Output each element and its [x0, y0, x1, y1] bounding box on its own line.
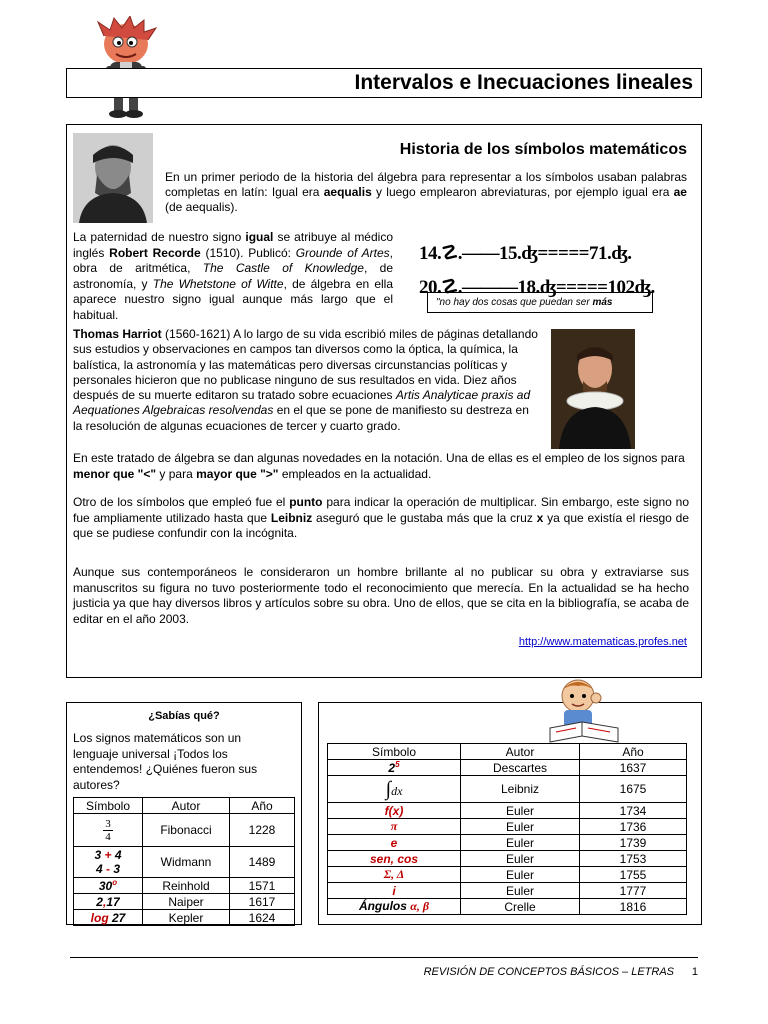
- contemporaneos-paragraph: Aunque sus contemporáneos le consideraron un hombre brillante al no publicar su obra y extraviarse sus manuscritos su figura no tuvo posteriormente todo el reconocimiento que merecía. En la actualidad se ha hecho justicia ya que hay diversos libros y artículos sobre su obra. Uno de ellos, que se cita en la bibliografía, se acaba de editar en el año 2003.: [73, 565, 689, 626]
- portrait-thomas-harriot: [551, 329, 635, 449]
- table-row: e Euler 1739: [328, 835, 687, 851]
- studying-child-illustration: [548, 676, 620, 744]
- history-title: Historia de los símbolos matemáticos: [399, 141, 687, 158]
- footer-text: REVISIÓN DE CONCEPTOS BÁSICOS – LETRAS: [423, 966, 674, 978]
- tratado-paragraph: En este tratado de álgebra se dan algunas novedades en la notación. Una de ellas es el empleo de los signos para menor que "<" y para mayor que ">" empleados en la actualidad.: [73, 451, 685, 481]
- table-row: 30$^o$ Reinhold 1571: [74, 878, 295, 894]
- matematicas-link[interactable]: http://www.matematicas.profes.net: [518, 636, 687, 648]
- table-row: Σ, Δ Euler 1755: [328, 867, 687, 883]
- quote-box: "no hay dos cosas que puedan ser más: [427, 292, 653, 313]
- page-title: Intervalos e Inecuaciones lineales: [354, 71, 693, 94]
- table-row: 2,17 Naiper 1617: [74, 894, 295, 910]
- manuscript-line-2: 20.☡.———18.ʤ=====102ʤ.: [419, 277, 655, 298]
- table-row: ∫dx Leibniz 1675: [328, 776, 687, 803]
- fraction-numerator: 3: [103, 818, 113, 831]
- manuscript-line-1: 14.☡.——15.ʤ=====71.ʤ.: [419, 243, 632, 264]
- intro-paragraph: En un primer periodo de la historia del álgebra para representar a los símbolos usaban palabras completas en latín: Igual era aequalis y luego emplearon abreviaturas, por ejemplo igual era ae (de aequalis).: [165, 170, 687, 214]
- punto-paragraph: Otro de los símbolos que empleó fue el punto para indicar la operación de multiplicar. Sin embargo, este signo no fue ampliamente utilizado hasta que Leibniz aseguró que le gustaba más que la cruz x ya que existía el riesgo de que se pudiese confundir con la incógnita.: [73, 495, 689, 540]
- symbols-box: [318, 702, 702, 925]
- history-section: [66, 124, 702, 678]
- table-header-row: Símbolo Autor Año: [328, 744, 687, 760]
- symbols-author-table: [327, 743, 687, 915]
- table-header-row: Símbolo Autor Año: [74, 798, 295, 814]
- table-row: sen, cos Euler 1753: [328, 851, 687, 867]
- table-row: Ángulos α, β Crelle 1816: [328, 899, 687, 915]
- portrait-robert-recorde: [73, 133, 153, 223]
- recorde-paragraph: La paternidad de nuestro signo igual se atribuye al médico inglés Robert Recorde (1510). Publicó: Grounde of Artes, obra de aritmética, The Castle of Knowledge, de astronomía, y The Whetstone of Witte, de álgebra en ella aparece nuestro signo igual aunque más largo que el habitual.: [73, 230, 394, 322]
- sabias-que-box: [66, 702, 302, 925]
- table-row: $2^5$ Descartes 1637: [328, 760, 687, 776]
- sabias-symbol-table: [73, 797, 295, 926]
- page-number: 1: [691, 966, 698, 978]
- harriot-paragraph: Thomas Harriot (1560-1621) A lo largo de su vida escribió miles de páginas detallando sus estudios y observaciones en campos tan diversos como la óptica, la química, la balística, la astronomía y las matemáticas pero diversas circunstancias políticas y personales hicieron que no publicase ninguno de sus resultados en vida. Diez años después de su muerte editaron su tratado sobre ecuaciones Artis Analyticae praxis ad Aequationes Algebraicas resolvendas en el que se pone de manifiesto su destreza en la resolución de algunas ecuaciones de tercer y cuarto grado.: [73, 327, 538, 433]
- table-row: π Euler 1736: [328, 819, 687, 835]
- table-row: f(x) Euler 1734: [328, 803, 687, 819]
- table-row: log 27 Kepler 1624: [74, 910, 295, 926]
- sabias-text: Los signos matemáticos son un lenguaje universal ¡Todos los entendemos! ¿Quiénes fueron sus autores?: [73, 731, 258, 792]
- footer-rule: [70, 957, 698, 958]
- table-row: 3 + 4 4 - 3 Widmann 1489: [74, 847, 295, 878]
- sabias-title: ¿Sabías qué?: [148, 710, 220, 722]
- title-bar: [66, 68, 702, 98]
- table-row: i Euler 1777: [328, 883, 687, 899]
- fraction-denominator: 4: [105, 830, 111, 843]
- table-row: 3 4 Fibonacci 1228: [74, 814, 295, 847]
